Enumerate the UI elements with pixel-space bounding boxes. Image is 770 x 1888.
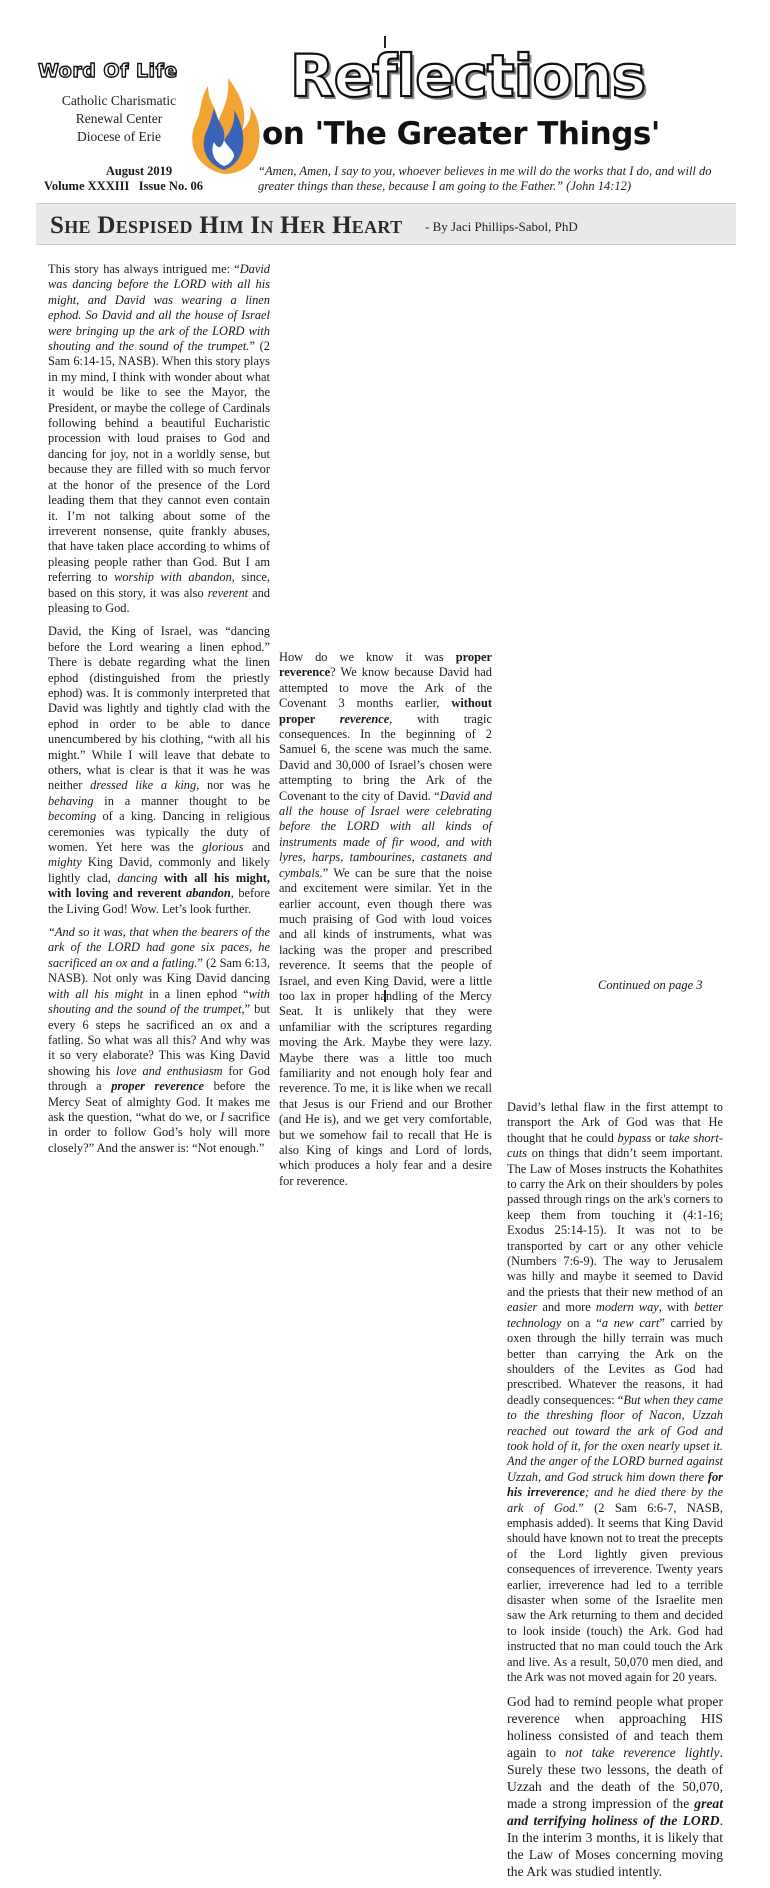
organization-name [44,92,194,146]
paragraph-5: David’s lethal flaw in the first attempt to transport the Ark of God was that He thought that he could bypass or take short-cuts on things that didn’t seem important. The Law of Moses instructs the Kohathites to carry the Ark on their shoulders by poles passed through rings on the ark's corners to keep them from touching it (4:1-16; Exodus 25:14-15). It was not to be transported by cart or any other vehicle (Numbers 7:6-9). The way to Jerusalem was hilly and maybe it seemed to David and the priests that their new method of an easier and more modern way, with better technology on a “a new cart” carried by oxen through the hilly terrain was much better than carrying the Ark on the shoulders of the Levites as God had prescribed. Whatever the reasons, it had deadly consequences: “But when they came to the threshing floor of Nacon, Uzzah reached out toward the ark of God and took hold of it, for the oxen nearly upset it. And the anger of the LORD burned against Uzzah, and God struck him down there for his irreverence; and he died there by the ark of God.” (2 Sam 6:6-7, NASB, emphasis added). It seems that King David should have known not to treat the precepts of the Lord lightly given previous consequences of irreverence. Twenty years earlier, irreverence had led to a terrible disaster when some of the Israelite men saw the Ark returning to them and decided to look inside (touch) the Ark. God had instructed that no man could touch the Ark and live. As a result, 50,070 men died, and the Ark was not moved again for 20 years. [507,1100,724,1685]
org-line-1: Catholic Charismatic [61,93,177,108]
paragraph-4: How do we know it was proper reverence? We know because David had attempted to move the Ark of the Covenant 3 months earlier, without proper reverence, with tragic consequences. In the beginning of 2 Samuel 6, the scene was much the same. David and 30,000 of Israel’s chosen were attempting to bring the Ark of the Covenant to the city of David. “David and all the house of Israel were celebrating before the LORD with all kinds of instruments made of fir wood, and with lyres, harps, tambourines, castanets and cymbals.” We can be sure that the noise and excitement were similar. Yet in the earlier account, even though there was much praising of God with loud voices and all kinds of instruments, what was lacking was the proper and prescribed reverence. It seems that the people of Israel, and even King David, were a little too lax in proper handling of the Mercy Seat. It is unlikely that they were unfamiliar with the scriptures regarding moving the Ark. Maybe they were lazy. Maybe there was a little too much familiarity and not enough holy fear and reverence. To me, it is like when we recall that Jesus is our Friend and our Brother (and He is), and we get very comfortable, but we somehow fail to recall that He is also King of kings and Lord of lords, which produces a holy fear and a desire for reverence. [279,650,493,1188]
continued-note: Continued on page 3 [598,978,703,992]
issue-number: Issue No. 06 [138,179,203,193]
article-title: She Despised Him In Her Heart [50,212,403,239]
org-line-3: Diocese of Erie [77,129,161,144]
article-column-3 [507,1100,723,1888]
article-column-1 [48,262,270,1164]
paragraph-6: God had to remind people what proper reverence when approaching HIS holiness consisted of and teach them again to not take reverence lightly. Surely these two lessons, the death of Uzzah and the death of the 50,070, made a strong impression of the great and terrifying holiness of the LORD. In the interim 3 months, it is likely that the Law of Moses concerning moving the Ark was studied intently. [507,1694,724,1880]
epigraph-quote: “Amen, Amen, I say to you, whoever believes in me will do the works that I do, and will do greater things than these, because I am going to the Father.” (John 14:12) [258,164,712,193]
masthead-subtitle: on 'The Greater Things' [262,116,660,152]
org-line-2: Renewal Center [75,111,163,126]
article-byline: - By Jaci Phillips-Sabol, PhD [425,219,578,234]
issue-info [44,164,234,194]
paragraph-3: “And so it was, that when the bearers of the ark of the LORD had gone six paces, he sacrificed an ox and a fatling.” (2 Sam 6:13, NASB). Not only was King David dancing with all his might in a linen ephod “with shouting and the sound of the trumpet,” but every 6 steps he sacrificed an ox and a fatling. So what was all this? And why was it so very elaborate? This was King David showing his love and enthusiasm for God through a proper reverence before the Mercy Seat of almighty God. It makes me ask the question, “what do we, or I sacrifice in order to follow God’s holy will more closely?” And the answer is: “Not enough.” [48,925,270,1155]
masthead-title: Reflections [290,42,646,110]
issue-volume: Volume XXXIII [44,179,130,193]
article-column-2 [279,650,492,1197]
logo-title: Word Of Life [38,60,178,82]
paragraph-2: David, the King of Israel, was “dancing before the Lord wearing a linen ephod.” There is debate regarding what the linen ephod (distinguished from the priestly ephod) was. It is commonly interpreted that David was lightly and tightly clad with the ephod in order to be able to dance unencumbered by his clothing, “with all his might.” While I will leave that debate to others, what is clear is that it was he was neither dressed like a king, nor was he behaving in a manner thought to be becoming of a king. Dancing in religious ceremonies was typically the duty of women. Yet here was the glorious and mighty King David, commonly and likely lightly clad, dancing with all his might, with loving and reverent abandon, before the Living God! Wow. Let’s look further. [48,624,271,916]
paragraph-1: This story has always intrigued me: “David was dancing before the LORD with all his might, and David was wearing a linen ephod. So David and all the house of Israel were bringing up the ark of the LORD with shouting and the sound of the trumpet.” (2 Sam 6:14-15, NASB). When this story plays in my mind, I think with wonder about what it would be like to see the Mayor, the President, or maybe the college of Cardinals following behind a beautiful Eucharistic procession with loud praises to God and dancing for joy, not in a worldly sense, but because they are filled with so much fervor at the honor of the presence of the Lord leading them that they cannot even contain it. I’m not talking about some of the irreverent nonsense, quite frankly abuses, that have taken place according to whims of pleasing people rather than God. But I am referring to worship with abandon, since, based on this story, it was also reverent and pleasing to God. [48,262,271,615]
issue-date: August 2019 [105,164,173,178]
